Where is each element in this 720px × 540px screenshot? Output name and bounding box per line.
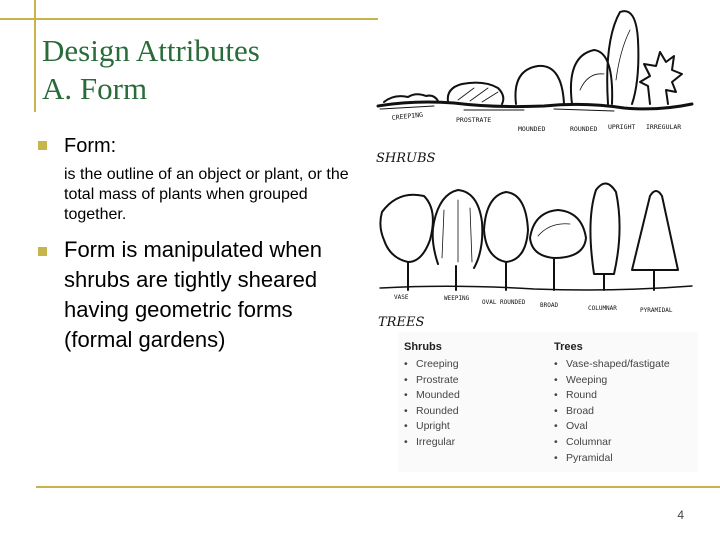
legend-header-trees: Trees (554, 341, 583, 353)
shrub-label-irregular: IRREGULAR (646, 123, 682, 131)
broad-tree-icon (530, 210, 586, 290)
square-bullet-icon (38, 141, 47, 150)
legend-item: • Broad (554, 404, 670, 420)
tree-ground-line (380, 286, 692, 290)
irregular-shrub-icon (640, 52, 682, 104)
legend-header-shrubs: Shrubs (404, 341, 442, 353)
bullet-definition: is the outline of an object or plant, or the total mass of plants when grouped together. (64, 166, 349, 223)
frame-left-rule (34, 0, 36, 112)
tree-label-columnar: COLUMNAR (588, 305, 617, 312)
tree-label-broad: BROAD (540, 302, 559, 309)
slide-title-line-1: Design Attributes (42, 33, 260, 68)
bullet-item-manipulated (36, 235, 366, 355)
mounded-shrub-icon (515, 66, 564, 104)
tree-label-pyramidal: PYRAMIDAL (640, 307, 673, 314)
frame-top-rule (0, 18, 378, 20)
legend-item: • Prostrate (404, 373, 460, 389)
rounded-shrub-icon (571, 50, 612, 104)
tree-label-weeping: WEEPING (444, 295, 470, 302)
columnar-tree-icon (590, 183, 619, 290)
shrub-label-upright: UPRIGHT (608, 123, 636, 131)
legend-item: • Columnar (554, 435, 670, 451)
form-legend-table (398, 332, 698, 472)
legend-column-shrubs (404, 340, 460, 451)
shrub-label-prostrate: PROSTRATE (456, 116, 492, 124)
prostrate-shrub-icon (448, 83, 504, 104)
legend-item: • Rounded (404, 404, 460, 420)
shrub-label-rounded: ROUNDED (570, 125, 598, 133)
legend-item: • Creeping (404, 357, 460, 373)
shrub-ground-line (378, 102, 692, 109)
shrubs-group-label: SHRUBS (376, 151, 436, 166)
legend-list-trees (554, 357, 670, 466)
legend-item: • Oval (554, 419, 670, 435)
trees-group-label: TREES (378, 315, 425, 330)
oval-rounded-tree-icon (484, 192, 528, 290)
square-bullet-icon (38, 247, 47, 256)
vase-tree-icon (380, 195, 433, 290)
bullet-heading: Form: (64, 135, 117, 157)
shrub-label-creeping: CREEPING (391, 110, 424, 122)
legend-item: • Weeping (554, 373, 670, 389)
frame-bottom-rule (36, 486, 720, 488)
pyramidal-tree-icon (632, 191, 678, 290)
legend-list-shrubs (404, 357, 460, 451)
slide-title-line-2: A. Form (42, 71, 148, 106)
tree-label-vase: VASE (394, 294, 409, 301)
shrub-label-mounded: MOUNDED (518, 125, 546, 133)
tree-label-oval-rounded: OVAL ROUNDED (482, 299, 526, 306)
weeping-tree-icon (433, 190, 483, 290)
page-number: 4 (677, 508, 684, 522)
legend-item: • Round (554, 388, 670, 404)
bullet-text: Form is manipulated when shrubs are tightly sheared having geometric forms (formal gardens) (64, 237, 323, 352)
plant-form-sketch (374, 0, 704, 330)
legend-item: • Upright (404, 419, 460, 435)
bullet-list (36, 133, 366, 365)
bullet-item-form (36, 133, 366, 225)
legend-item: • Irregular (404, 435, 460, 451)
slide-title (42, 32, 260, 108)
legend-item: • Pyramidal (554, 451, 670, 467)
legend-item: • Vase-shaped/fastigate (554, 357, 670, 373)
legend-item: • Mounded (404, 388, 460, 404)
legend-column-trees (554, 340, 670, 466)
